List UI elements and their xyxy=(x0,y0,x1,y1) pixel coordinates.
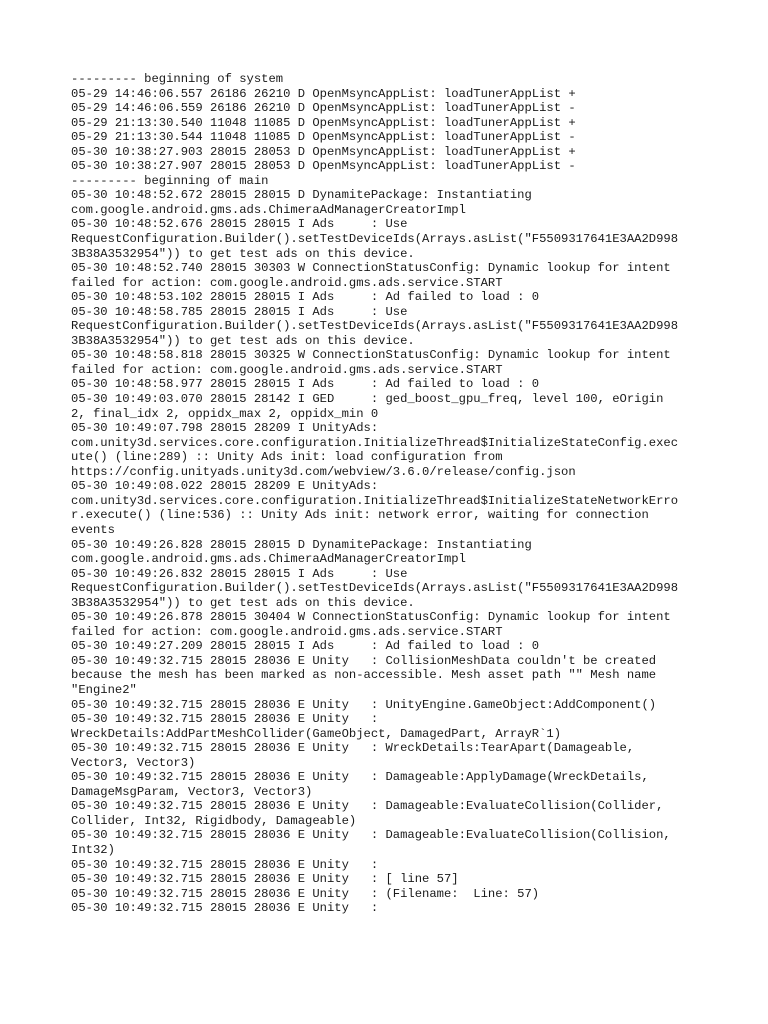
log-line: 05-30 10:49:27.209 28015 28015 I Ads : Ad failed to load : 0 xyxy=(71,639,540,654)
log-line: ute() (line:289) :: Unity Ads init: load configuration from xyxy=(71,450,503,465)
log-line: failed for action: com.google.android.gms.ads.service.START xyxy=(71,275,503,290)
log-line: 05-30 10:48:52.672 28015 28015 D DynamitePackage: Instantiating xyxy=(71,188,532,203)
log-line: DamageMsgParam, Vector3, Vector3) xyxy=(71,784,313,799)
log-line: 05-30 10:48:52.676 28015 28015 I Ads : Use xyxy=(71,217,408,232)
log-line: WreckDetails:AddPartMeshCollider(GameObject, DamagedPart, ArrayR`1) xyxy=(71,726,562,741)
log-line: "Engine2" xyxy=(71,682,137,697)
log-line: 05-30 10:48:58.785 28015 28015 I Ads : Use xyxy=(71,304,408,319)
log-line: com.google.android.gms.ads.ChimeraAdManagerCreatorImpl xyxy=(71,202,466,217)
log-line: 05-30 10:49:32.715 28015 28036 E Unity : CollisionMeshData couldn't be created xyxy=(71,653,657,668)
log-line: failed for action: com.google.android.gms.ads.service.START xyxy=(71,362,503,377)
log-line: 05-30 10:38:27.903 28015 28053 D OpenMsyncAppList: loadTunerAppList + xyxy=(71,144,576,159)
log-line: 05-30 10:48:58.818 28015 30325 W ConnectionStatusConfig: Dynamic lookup for intent xyxy=(71,348,671,363)
log-line: 3B38A3532954")) to get test ads on this device. xyxy=(71,246,415,261)
log-line: RequestConfiguration.Builder().setTestDeviceIds(Arrays.asList("F5509317641E3AA2D998 xyxy=(71,232,679,247)
log-line: 05-30 10:49:32.715 28015 28036 E Unity : WreckDetails:TearApart(Damageable, xyxy=(71,741,635,756)
log-line: RequestConfiguration.Builder().setTestDeviceIds(Arrays.asList("F5509317641E3AA2D998 xyxy=(71,319,679,334)
log-line: 05-30 10:48:58.977 28015 28015 I Ads : Ad failed to load : 0 xyxy=(71,377,540,392)
log-line: 05-29 14:46:06.557 26186 26210 D OpenMsyncAppList: loadTunerAppList + xyxy=(71,86,576,101)
log-line: 05-30 10:49:32.715 28015 28036 E Unity : Damageable:EvaluateCollision(Collider, xyxy=(71,799,664,814)
log-line: 05-30 10:49:32.715 28015 28036 E Unity : (Filename: Line: 57) xyxy=(71,886,540,901)
log-line: Collider, Int32, Rigidbody, Damageable) xyxy=(71,813,357,828)
log-line: 3B38A3532954")) to get test ads on this device. xyxy=(71,595,415,610)
log-line: 05-29 21:13:30.544 11048 11085 D OpenMsyncAppList: loadTunerAppList - xyxy=(71,130,576,145)
log-line: 05-30 10:49:26.832 28015 28015 I Ads : Use xyxy=(71,566,408,581)
log-line: 05-30 10:49:08.022 28015 28209 E UnityAds: xyxy=(71,479,379,494)
log-line: 05-30 10:49:32.715 28015 28036 E Unity : xyxy=(71,857,379,872)
log-line: 05-30 10:38:27.907 28015 28053 D OpenMsyncAppList: loadTunerAppList - xyxy=(71,159,576,174)
log-line: 05-30 10:48:52.740 28015 30303 W ConnectionStatusConfig: Dynamic lookup for intent xyxy=(71,261,671,276)
log-line: https://config.unityads.unity3d.com/webview/3.6.0/release/config.json xyxy=(71,464,576,479)
log-line: 05-30 10:49:32.715 28015 28036 E Unity : Damageable:ApplyDamage(WreckDetails, xyxy=(71,770,649,785)
log-line: events xyxy=(71,522,115,537)
log-line: RequestConfiguration.Builder().setTestDeviceIds(Arrays.asList("F5509317641E3AA2D998 xyxy=(71,581,679,596)
log-line: 05-30 10:49:32.715 28015 28036 E Unity : [ line 57] xyxy=(71,872,459,887)
log-line: r.execute() (line:536) :: Unity Ads init: network error, waiting for connection xyxy=(71,508,649,523)
log-line: 05-30 10:49:32.715 28015 28036 E Unity : Damageable:EvaluateCollision(Collision, xyxy=(71,828,671,843)
log-text xyxy=(71,72,711,916)
log-line: failed for action: com.google.android.gms.ads.service.START xyxy=(71,624,503,639)
log-line: 05-30 10:49:32.715 28015 28036 E Unity : xyxy=(71,901,379,916)
log-line: --------- beginning of system xyxy=(71,72,284,86)
log-line: because the mesh has been marked as non-accessible. Mesh asset path "" Mesh name xyxy=(71,668,657,683)
log-line: 05-29 14:46:06.559 26186 26210 D OpenMsyncAppList: loadTunerAppList - xyxy=(71,101,576,116)
log-line: 2, final_idx 2, oppidx_max 2, oppidx_min 0 xyxy=(71,406,379,421)
log-line: --------- beginning of main xyxy=(71,173,269,188)
log-line: 05-30 10:49:32.715 28015 28036 E Unity : UnityEngine.GameObject:AddComponent() xyxy=(71,697,657,712)
log-line: com.unity3d.services.core.configuration.InitializeThread$InitializeStateNetworkErro xyxy=(71,493,679,508)
log-line: 05-30 10:49:07.798 28015 28209 I UnityAds: xyxy=(71,421,379,436)
log-line: 3B38A3532954")) to get test ads on this device. xyxy=(71,333,415,348)
log-line: 05-30 10:49:03.070 28015 28142 I GED : ged_boost_gpu_freq, level 100, eOrigin xyxy=(71,392,664,407)
log-line: 05-30 10:49:26.878 28015 30404 W ConnectionStatusConfig: Dynamic lookup for intent xyxy=(71,610,671,625)
log-line: 05-29 21:13:30.540 11048 11085 D OpenMsyncAppList: loadTunerAppList + xyxy=(71,115,576,130)
log-line: 05-30 10:49:32.715 28015 28036 E Unity : xyxy=(71,712,379,727)
log-line: Int32) xyxy=(71,842,115,857)
log-line: 05-30 10:48:53.102 28015 28015 I Ads : Ad failed to load : 0 xyxy=(71,290,540,305)
log-line: 05-30 10:49:26.828 28015 28015 D DynamitePackage: Instantiating xyxy=(71,537,532,552)
log-line: Vector3, Vector3) xyxy=(71,755,196,770)
log-line: com.google.android.gms.ads.ChimeraAdManagerCreatorImpl xyxy=(71,552,466,567)
log-line: com.unity3d.services.core.configuration.InitializeThread$InitializeStateConfig.exec xyxy=(71,435,679,450)
